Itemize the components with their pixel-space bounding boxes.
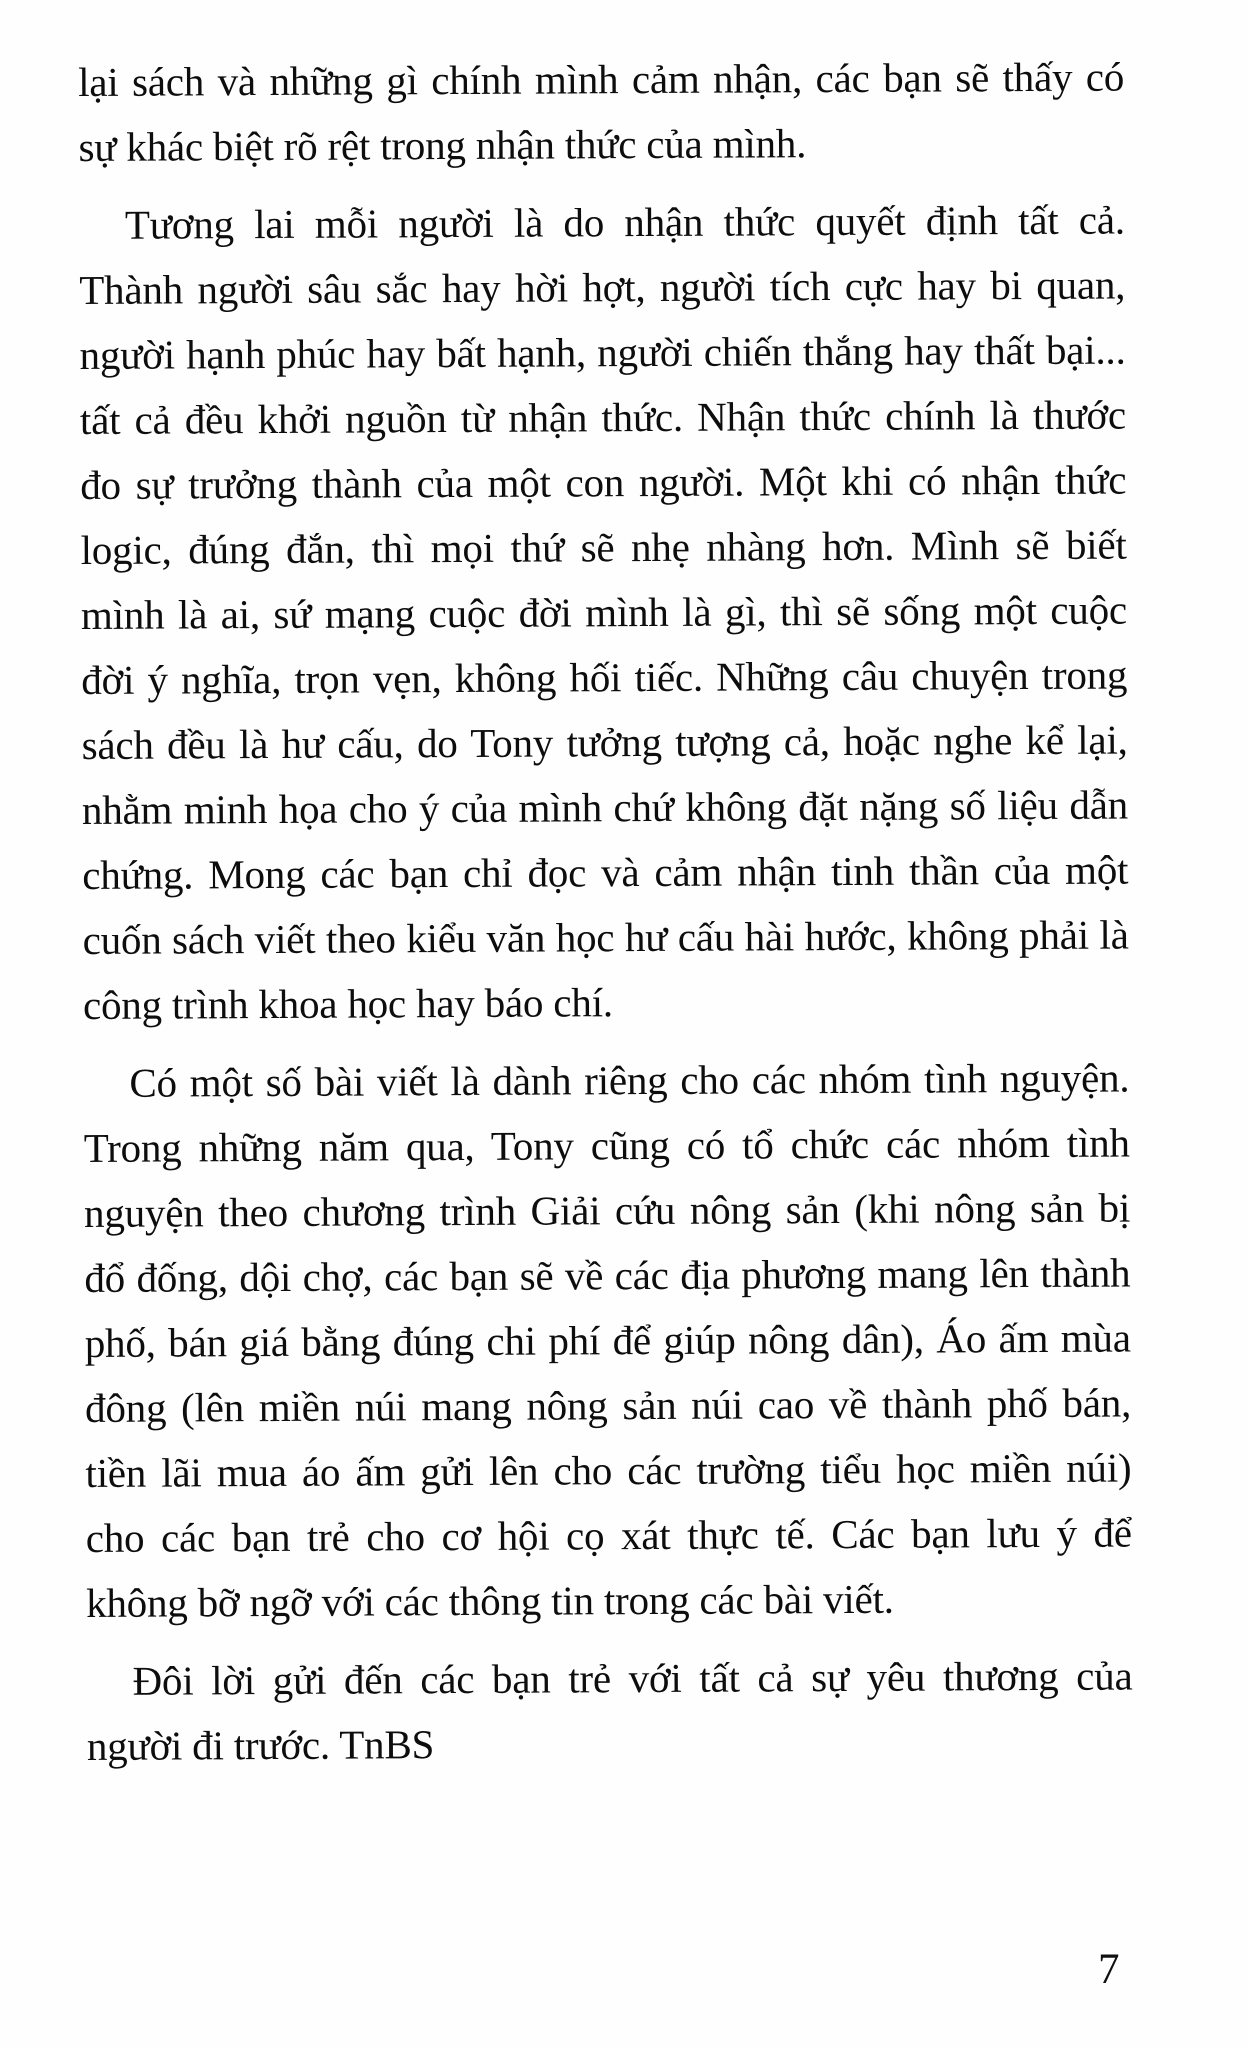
page-text-block <box>78 45 1133 1779</box>
page-number: 7 <box>1098 1946 1120 1993</box>
paragraph: Tương lai mỗi người là do nhận thức quyết định tất cả. Thành người sâu sắc hay hời hợt, người tích cực hay bi quan, người hạnh phúc hay bất hạnh, người chiến thắng hay thất bại... tất cả đều khởi nguồn từ nhận thức. Nhận thức chính là thước đo sự trưởng thành của một con người. Một khi có nhận thức logic, đúng đắn, thì mọi thứ sẽ nhẹ nhàng hơn. Mình sẽ biết mình là ai, sứ mạng cuộc đời mình là gì, thì sẽ sống một cuộc đời ý nghĩa, trọn vẹn, không hối tiếc. Những câu chuyện trong sách đều là hư cấu, do Tony tưởng tượng cả, hoặc nghe kể lại, nhằm minh họa cho ý của mình chứ không đặt nặng số liệu dẫn chứng. Mong các bạn chỉ đọc và cảm nhận tinh thần của một cuốn sách viết theo kiểu văn học hư cấu hài hước, không phải là công trình khoa học hay báo chí. <box>79 196 1129 1028</box>
paragraph: Có một số bài viết là dành riêng cho các nhóm tình nguyện. Trong những năm qua, Tony cũng có tổ chức các nhóm tình nguyện theo chương trình Giải cứu nông sản (khi nông sản bị đổ đống, dội chợ, các bạn sẽ về các địa phương mang lên thành phố, bán giá bằng đúng chi phí để giúp nông dân), Áo ấm mùa đông (lên miền núi mang nông sản núi cao về thành phố bán, tiền lãi mua áo ấm gửi lên cho các trường tiểu học miền núi) cho các bạn trẻ cho cơ hội cọ xát thực tế. Các bạn lưu ý để không bỡ ngỡ với các thông tin trong các bài viết. <box>83 1054 1132 1626</box>
paragraph: lại sách và những gì chính mình cảm nhận, các bạn sẽ thấy có sự khác biệt rõ rệt trong nhận thức của mình. <box>78 53 1125 170</box>
paragraph: Đôi lời gửi đến các bạn trẻ với tất cả sự yêu thương của người đi trước. TnBS <box>86 1652 1133 1769</box>
